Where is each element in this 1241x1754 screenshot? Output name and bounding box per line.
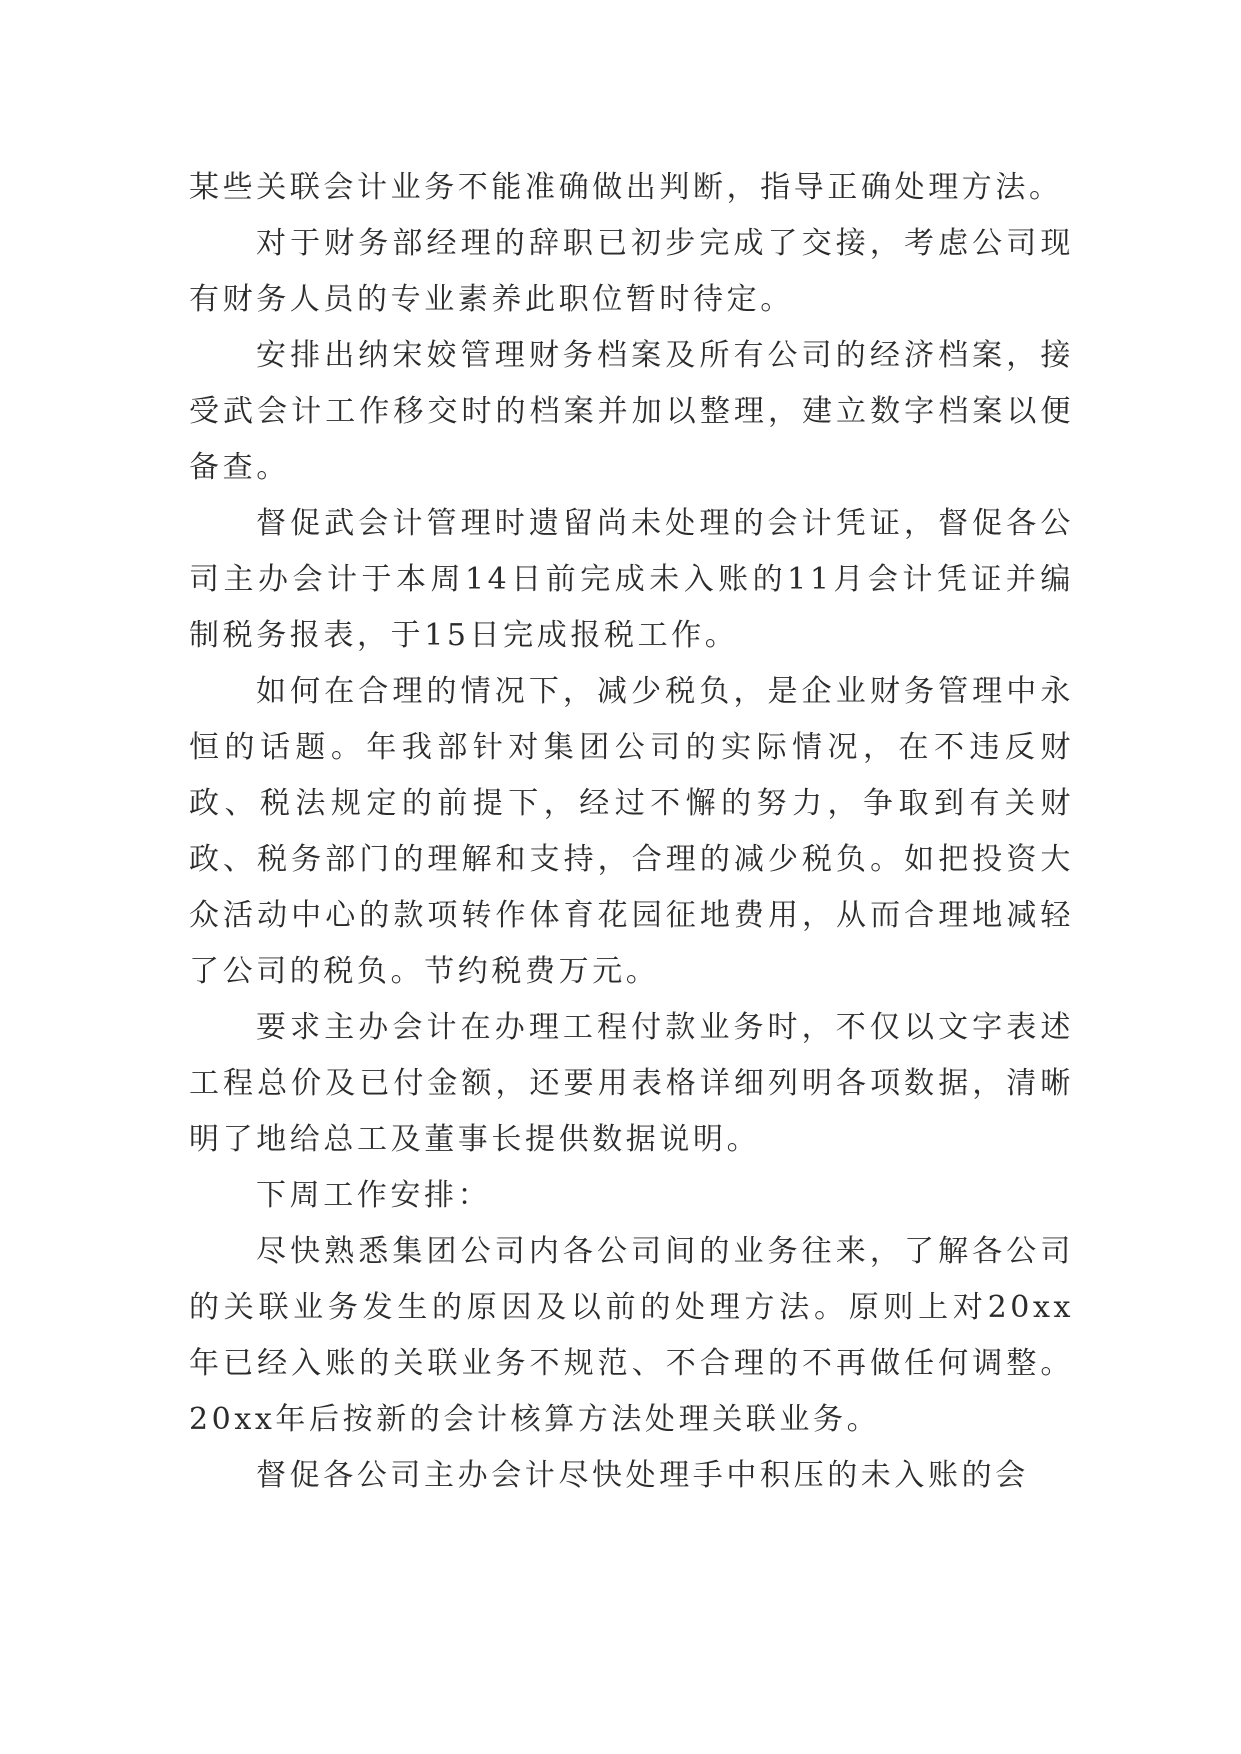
paragraph-manager-resignation: 对于财务部经理的辞职已初步完成了交接，考虑公司现有财务人员的专业素养此职位暂时待定。 [189, 226, 1074, 317]
paragraph-payment-requirements: 要求主办会计在办理工程付款业务时，不仅以文字表述工程总价及已付金额，还要用表格详细列明各项数据，清晰明了地给总工及董事长提供数据说明。 [189, 1010, 1074, 1157]
paragraph-continuation: 某些关联会计业务不能准确做出判断，指导正确处理方法。 [189, 170, 1063, 205]
paragraph-voucher-supervision: 督促武会计管理时遗留尚未处理的会计凭证，督促各公司主办会计于本周14日前完成未入账的11月会计凭证并编制税务报表，于15日完成报税工作。 [189, 506, 1074, 653]
section-heading-next-week: 下周工作安排： [256, 1178, 492, 1213]
paragraph-backlog-processing: 督促各公司主办会计尽快处理手中积压的未入账的会 [256, 1458, 1029, 1493]
paragraph-tax-reduction: 如何在合理的情况下，减少税负，是企业财务管理中永恒的话题。年我部针对集团公司的实际情况，在不违反财政、税法规定的前提下，经过不懈的努力，争取到有关财政、税务部门的理解和支持，合理的减少税负。如把投资大众活动中心的款项转作体育花园征地费用，从而合理地减轻了公司的税负。节约税费万元。 [189, 674, 1074, 989]
paragraph-archive-management: 安排出纳宋姣管理财务档案及所有公司的经济档案，接受武会计工作移交时的档案并加以整理，建立数字档案以便备查。 [189, 338, 1074, 485]
document-body [189, 160, 1074, 1504]
paragraph-related-business: 尽快熟悉集团公司内各公司间的业务往来，了解各公司的关联业务发生的原因及以前的处理方法。原则上对20xx年已经入账的关联业务不规范、不合理的不再做任何调整。20xx年后按新的会计核算方法处理关联业务。 [189, 1234, 1074, 1437]
